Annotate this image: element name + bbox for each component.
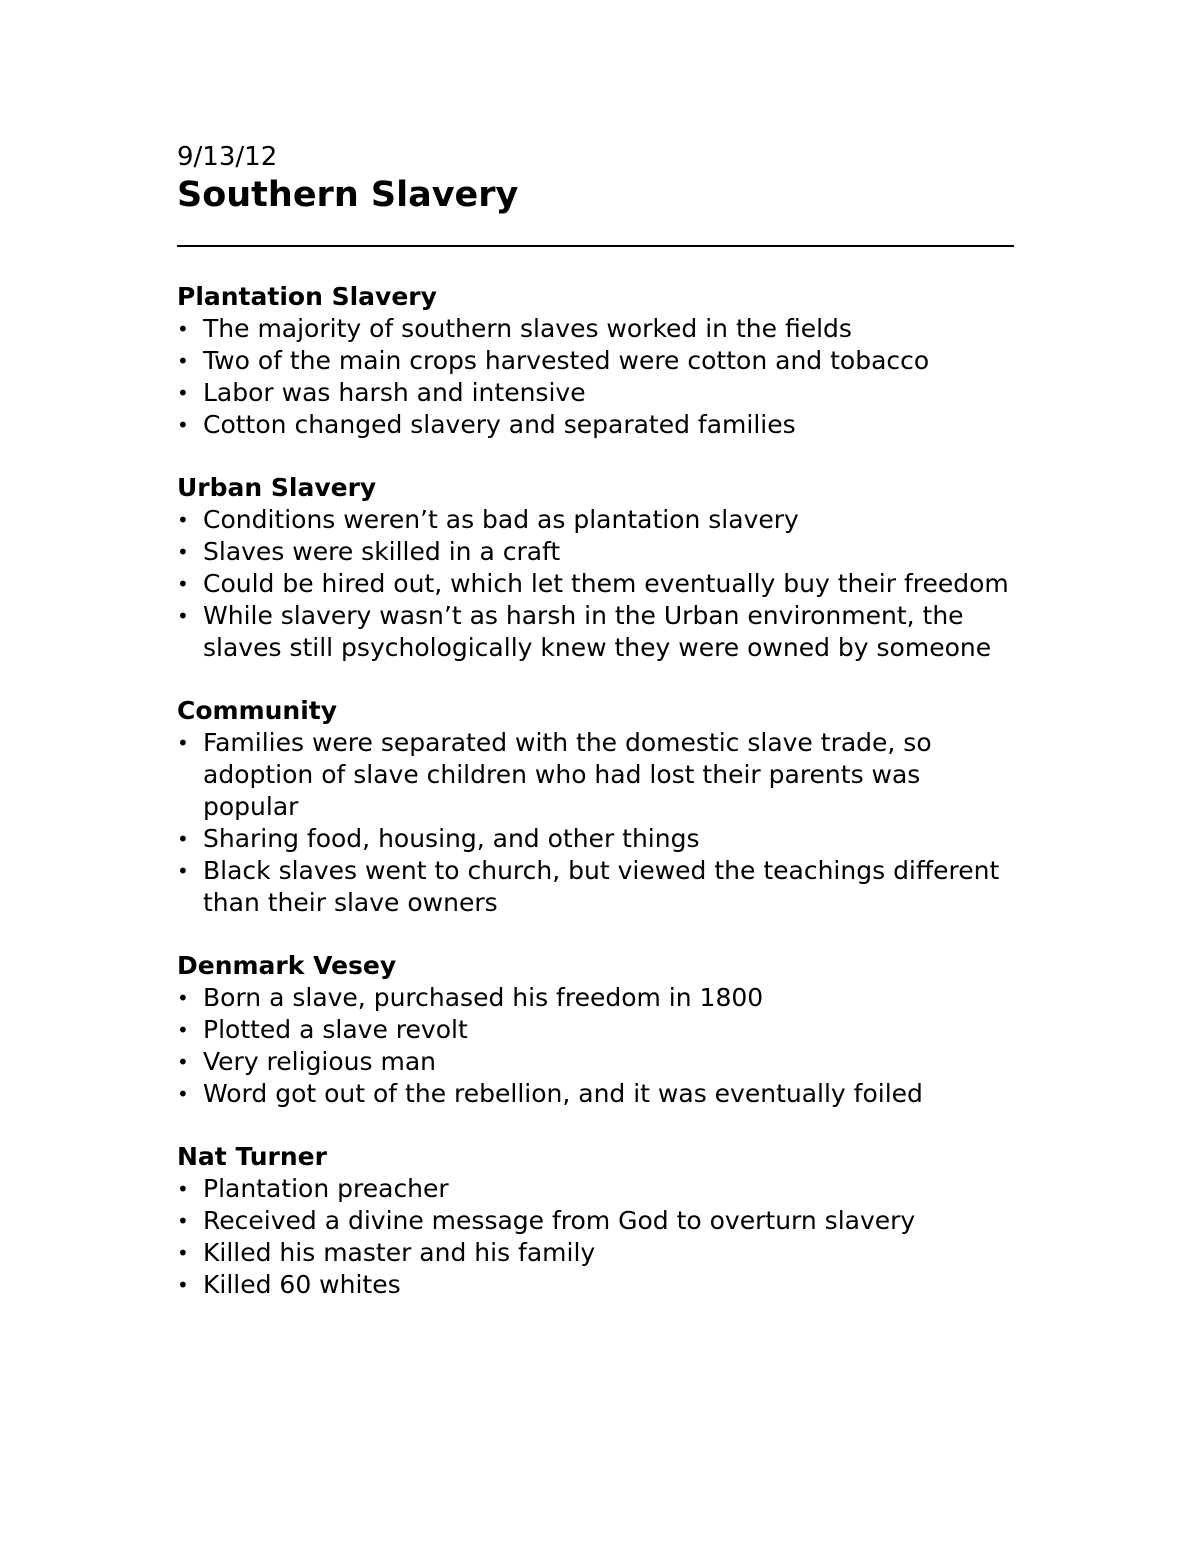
list-item bbox=[177, 1205, 1017, 1237]
section-heading: Plantation Slavery bbox=[177, 282, 437, 311]
section-heading: Nat Turner bbox=[177, 1142, 327, 1171]
list-item bbox=[177, 1078, 1017, 1110]
list-item bbox=[177, 855, 1017, 919]
bullet-icon: • bbox=[177, 349, 189, 373]
list-item bbox=[177, 1173, 1017, 1205]
list-item-text: Killed 60 whites bbox=[203, 1270, 401, 1299]
bullet-icon: • bbox=[177, 572, 189, 596]
bullet-icon: • bbox=[177, 1209, 189, 1233]
section-heading: Urban Slavery bbox=[177, 473, 377, 502]
bullet-list bbox=[177, 982, 1017, 1110]
bullet-icon: • bbox=[177, 317, 189, 341]
bullet-icon: • bbox=[177, 540, 189, 564]
bullet-list bbox=[177, 1173, 1017, 1301]
section-urban-slavery bbox=[177, 472, 1017, 664]
bullet-icon: • bbox=[177, 1177, 189, 1201]
bullet-icon: • bbox=[177, 1082, 189, 1106]
title-divider bbox=[177, 245, 1014, 247]
list-item bbox=[177, 1237, 1017, 1269]
list-item bbox=[177, 504, 1017, 536]
list-item-text: Slaves were skilled in a craft bbox=[203, 537, 561, 566]
list-item-text: Two of the main crops harvested were cotton and tobacco bbox=[203, 346, 930, 375]
bullet-icon: • bbox=[177, 508, 189, 532]
bullet-icon: • bbox=[177, 381, 189, 405]
list-item bbox=[177, 377, 1017, 409]
list-item-text: Born a slave, purchased his freedom in 1800 bbox=[203, 983, 764, 1012]
list-item bbox=[177, 1046, 1017, 1078]
list-item-text: Families were separated with the domestic slave trade, so adoption of slave children who had lost their parents was popular bbox=[203, 728, 932, 821]
list-item-text: Received a divine message from God to overturn slavery bbox=[203, 1206, 916, 1235]
list-item-text: Cotton changed slavery and separated families bbox=[203, 410, 796, 439]
bullet-icon: • bbox=[177, 604, 189, 628]
bullet-icon: • bbox=[177, 731, 189, 755]
list-item bbox=[177, 1014, 1017, 1046]
list-item-text: Very religious man bbox=[203, 1047, 437, 1076]
list-item-text: Labor was harsh and intensive bbox=[203, 378, 586, 407]
section-plantation-slavery bbox=[177, 281, 1017, 441]
list-item bbox=[177, 409, 1017, 441]
list-item-text: Plantation preacher bbox=[203, 1174, 449, 1203]
bullet-icon: • bbox=[177, 986, 189, 1010]
section-nat-turner bbox=[177, 1141, 1017, 1301]
bullet-icon: • bbox=[177, 1018, 189, 1042]
list-item bbox=[177, 568, 1017, 600]
document-page bbox=[177, 140, 1017, 1301]
bullet-icon: • bbox=[177, 1273, 189, 1297]
bullet-icon: • bbox=[177, 1050, 189, 1074]
list-item-text: The majority of southern slaves worked in the fields bbox=[203, 314, 852, 343]
list-item bbox=[177, 345, 1017, 377]
list-item-text: Word got out of the rebellion, and it was eventually foiled bbox=[203, 1079, 923, 1108]
section-community bbox=[177, 695, 1017, 919]
list-item bbox=[177, 536, 1017, 568]
bullet-list bbox=[177, 504, 1017, 664]
list-item-text: Could be hired out, which let them eventually buy their freedom bbox=[203, 569, 1009, 598]
list-item bbox=[177, 823, 1017, 855]
section-denmark-vesey bbox=[177, 950, 1017, 1110]
list-item bbox=[177, 600, 1017, 664]
bullet-icon: • bbox=[177, 859, 189, 883]
list-item-text: Black slaves went to church, but viewed the teachings different than their slave owners bbox=[203, 856, 1000, 917]
list-item-text: Killed his master and his family bbox=[203, 1238, 596, 1267]
bullet-icon: • bbox=[177, 827, 189, 851]
bullet-list bbox=[177, 727, 1017, 919]
list-item bbox=[177, 1269, 1017, 1301]
section-heading: Community bbox=[177, 696, 338, 725]
list-item-text: Conditions weren’t as bad as plantation slavery bbox=[203, 505, 799, 534]
list-item bbox=[177, 727, 1017, 823]
list-item-text: Sharing food, housing, and other things bbox=[203, 824, 700, 853]
list-item-text: Plotted a slave revolt bbox=[203, 1015, 468, 1044]
document-title: Southern Slavery bbox=[177, 175, 519, 215]
bullet-icon: • bbox=[177, 413, 189, 437]
bullet-icon: • bbox=[177, 1241, 189, 1265]
list-item bbox=[177, 982, 1017, 1014]
section-heading: Denmark Vesey bbox=[177, 951, 397, 980]
bullet-list bbox=[177, 313, 1017, 441]
document-date: 9/13/12 bbox=[177, 142, 278, 172]
list-item-text: While slavery wasn’t as harsh in the Urban environment, the slaves still psychologically knew they were owned by someone bbox=[203, 601, 992, 662]
list-item bbox=[177, 313, 1017, 345]
